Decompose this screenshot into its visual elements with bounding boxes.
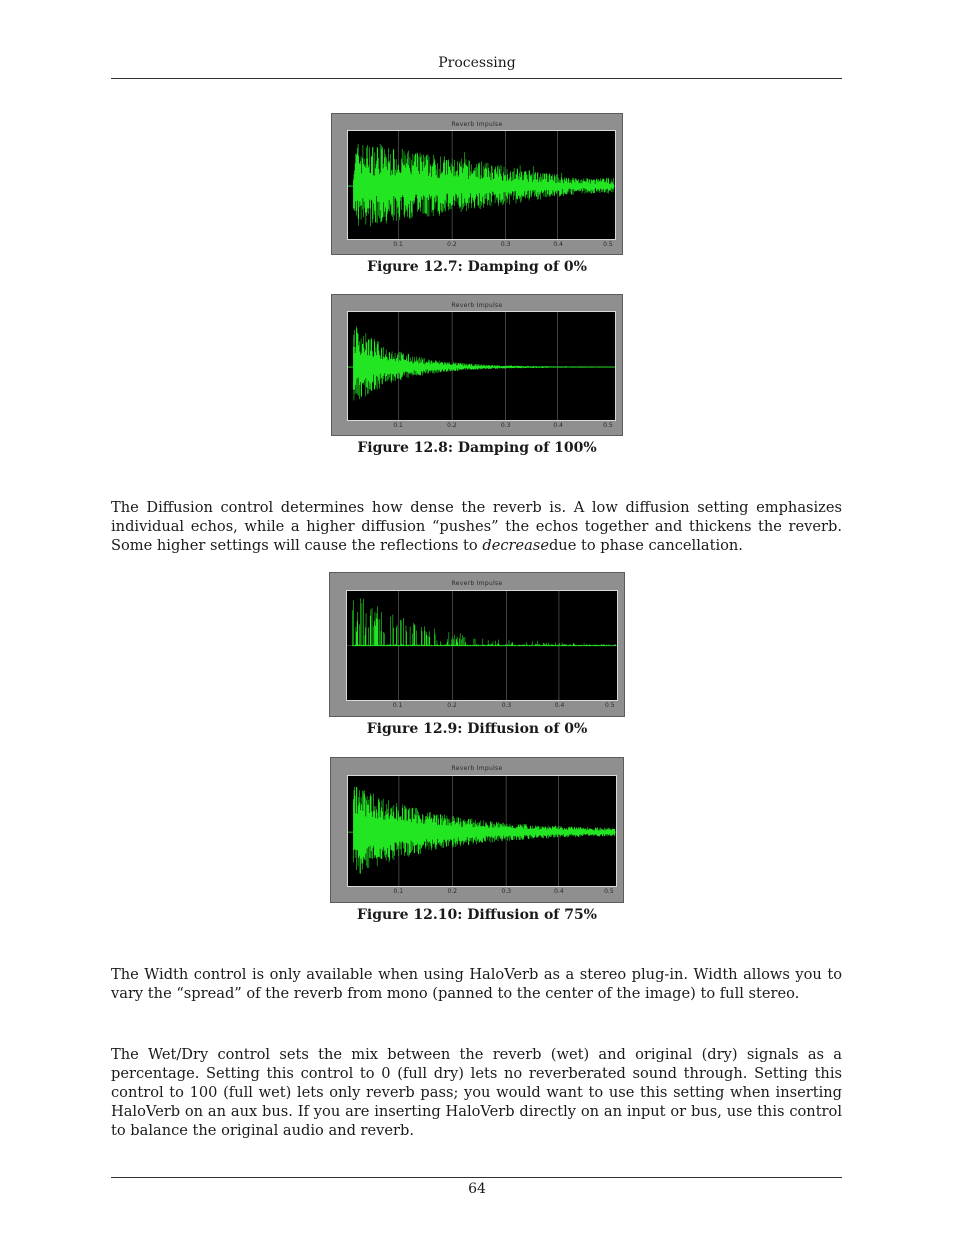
- waveform-plot: [346, 590, 618, 701]
- tick-label: 0.5: [603, 422, 613, 429]
- tick-label: 0.5: [603, 241, 613, 248]
- figure-caption: Figure 12.9: Diffusion of 0%: [366, 721, 588, 737]
- figure-panel-title: Reverb Impulse: [451, 580, 503, 587]
- waveform-svg: [348, 312, 615, 420]
- time-axis-ticks: [347, 241, 616, 249]
- waveform-svg: [347, 591, 617, 700]
- figure-caption: Figure 12.8: Damping of 100%: [357, 440, 597, 456]
- diffusion-text-start: The Diffusion control determines how dense the reverb is. A low diffusion setting emphasizes individual echos, while a higher diffusion “pushes” the echos together and thickens the reverb. Some higher settings will cause the reflections to: [111, 499, 842, 554]
- header-rule: [111, 78, 842, 79]
- tick-label: 0.2: [447, 702, 457, 709]
- diffusion-text-emphasis: decrease: [482, 537, 549, 554]
- wetdry-paragraph: The Wet/Dry control sets the mix between the reverb (wet) and original (dry) signals as a percentage. Setting this control to 0 (full dry) lets no reverberated sound through. Setting this control to 100 (full wet) lets only reverb pass; you would want to use this setting when inserting HaloVerb on an aux bus. If you are inserting HaloVerb directly on an input or bus, use this control to balance the original audio and reverb.: [111, 1046, 842, 1139]
- tick-label: 0.1: [393, 422, 403, 429]
- time-axis-ticks: [347, 888, 617, 896]
- figure-damping-0: [331, 113, 623, 255]
- tick-label: 0.5: [604, 888, 614, 895]
- tick-label: 0.1: [393, 888, 404, 895]
- figure-caption: Figure 12.10: Diffusion of 75%: [356, 907, 597, 923]
- tick-label: 0.3: [500, 241, 511, 248]
- figure-caption: Figure 12.7: Damping of 0%: [367, 259, 587, 275]
- diffusion-paragraph: [111, 498, 842, 555]
- page-number: 64: [468, 1181, 486, 1197]
- time-axis-ticks: [346, 702, 618, 710]
- tick-label: 0.4: [554, 702, 565, 709]
- figure-diffusion-0: [329, 572, 625, 717]
- tick-label: 0.4: [553, 422, 563, 429]
- tick-label: 0.1: [392, 702, 403, 709]
- figure-panel-title: Reverb Impulse: [451, 765, 503, 772]
- tick-label: 0.4: [554, 888, 564, 895]
- diffusion-text-end: due to phase cancellation.: [548, 537, 743, 554]
- figure-panel-title: Reverb Impulse: [451, 121, 503, 128]
- tick-label: 0.1: [393, 241, 403, 248]
- width-paragraph: The Width control is only available when using HaloVerb as a stereo plug-in. Width allows you to vary the “spread” of the reverb from mono (panned to the center of the image) to full stereo.: [111, 966, 842, 1002]
- footer-rule: [111, 1177, 842, 1178]
- tick-label: 0.2: [447, 241, 457, 248]
- tick-label: 0.5: [605, 702, 615, 709]
- tick-label: 0.3: [501, 702, 512, 709]
- waveform-plot: [347, 311, 616, 421]
- waveform-plot: [347, 775, 617, 887]
- waveform-svg: [348, 776, 616, 886]
- tick-label: 0.3: [500, 422, 511, 429]
- tick-label: 0.2: [447, 888, 458, 895]
- figure-diffusion-75: [330, 757, 624, 903]
- tick-label: 0.3: [501, 888, 512, 895]
- tick-label: 0.4: [553, 241, 563, 248]
- figure-damping-100: [331, 294, 623, 436]
- waveform-svg: [348, 131, 615, 239]
- figure-panel-title: Reverb Impulse: [451, 302, 503, 309]
- time-axis-ticks: [347, 422, 616, 430]
- page-header-title: Processing: [438, 55, 516, 71]
- waveform-plot: [347, 130, 616, 240]
- tick-label: 0.2: [447, 422, 457, 429]
